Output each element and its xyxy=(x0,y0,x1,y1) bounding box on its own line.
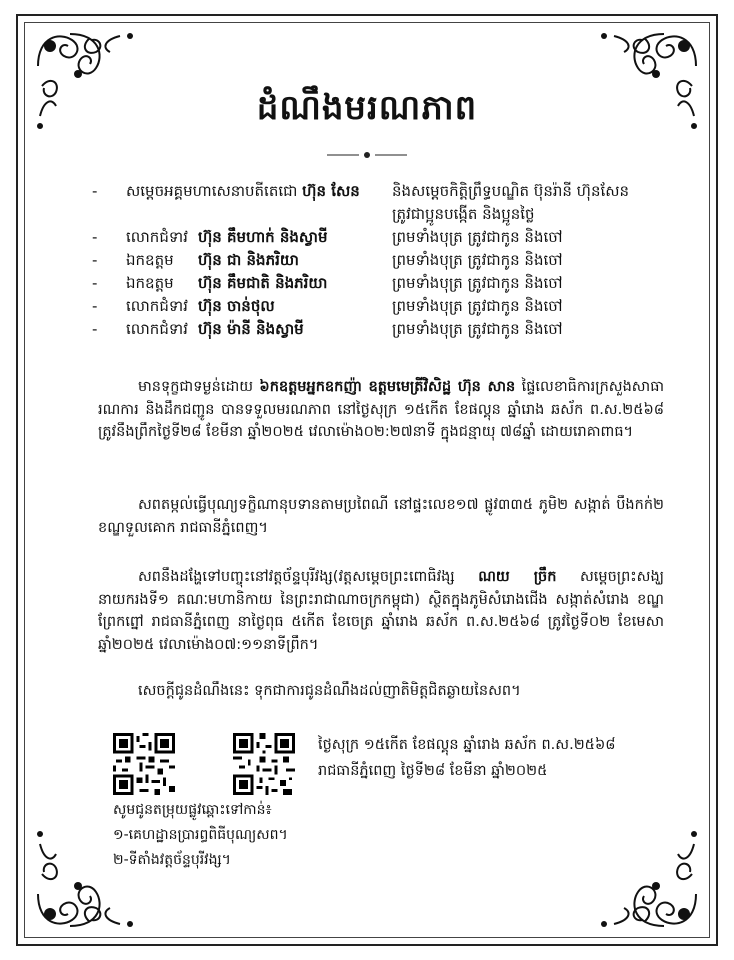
directions-guide xyxy=(113,798,413,873)
directions-item-pagoda: ២-ទីតាំងវត្តច័ន្ទបុរីវង្ស។ xyxy=(113,852,231,868)
page-title: ដំណឹងមរណភាព xyxy=(256,88,478,128)
directions-item-home: ១-គេហដ្ឋានប្រារព្ធពិធីបុណ្យសព។ xyxy=(113,827,288,843)
mourner-relation-line2: ត្រូវជាប្អូនបង្កើត និងប្អូនថ្លៃ xyxy=(392,205,535,223)
mourner-row: - ឯកឧត្តម ហ៊ុន ជា និងភរិយា ព្រមទាំងបុត្រ ត្រូវជាកូន និងចៅ xyxy=(92,251,563,269)
lunar-date: ថ្ងៃសុក្រ ១៥កេីត ខែផល្គុន ឆ្នាំរោង ឆស័ក ព.ស.២៥៦៨ xyxy=(318,737,616,753)
death-announcement-paragraph: មានទុក្ខជាទម្ងន់ដោយ ៦កឧត្តមអ្នកឧកញ៉ា ឧត្តមមេត្រីវិសិដ្ឋ ហ៊ុន សាន ផ្ទៃលេខាធិការក្រសួងសាធារណការ និងដឹកជញ្ជូន បានទទួលមរណភាព នៅថ្ងៃសុក្រ ១៥កេីត ខែផល្គុន ឆ្នាំរោង ឆស័ក ព.ស.២៥៦៨ ត្រូវនឹងព្រឹកថ្ងៃទី២៨ ខែមីនា ឆ្នាំ២០២៥ វេលាម៉ោង០២:២៧នាទី ក្នុងជន្មាយុ ៧៨ឆ្នាំ ដោយរោគាពាធ។ xyxy=(98,379,665,440)
gregorian-date: រាជធានីភ្នំពេញ ថ្ងៃទី២៨ ខែមីនា ឆ្នាំ២០២៥ xyxy=(318,763,548,779)
qr-code-icon[interactable] xyxy=(113,733,175,795)
mourner-relation: និងសម្តេចកិត្តិព្រឹទ្ធបណ្ឌិត ប៊ុនរ៉ានី ហ៊ុនសែន xyxy=(392,182,630,200)
directions-heading: សូមជូនតម្រុយផ្លូវឆ្ពោះទៅកាន់៖ xyxy=(113,802,272,818)
bullet: - xyxy=(92,182,98,200)
funeral-location-paragraph: សពតម្កល់ធ្វើបុណ្យទក្ខិណានុបទានតាមប្រពៃណី នៅផ្ទះលេខ១៧ ផ្លូវ៣៣៥ ភូមិ២ សង្កាត់ បឹងកក់២ ខណ្ឌទួលគោក រាជធានីភ្នំពេញ។ xyxy=(98,497,664,536)
burial-paragraph: សពនឹងដង្ហែទៅបញ្ចុះនៅវត្តច័ន្ទបុរីវង្ស(វត្តសម្តេចព្រះពោធិវង្ស ណយ ច្រឹក សម្តេចព្រះសង្ឃនាយករងទី១ គណៈមហានិកាយ នៃព្រះរាជាណាចក្រកម្ពុជា) ស្ថិតក្នុងភូមិសំរោងជើង សង្កាត់សំរោង ខណ្ឌព្រែកព្នៅ រាជធានីភ្នំពេញ នាថ្ងៃពុធ ៥កើត ខែចេត្រ ឆ្នាំរោង ឆស័ក ព.ស.២៥៦៨ ត្រូវថ្ងៃទី០២ ខែមេសា ឆ្នាំ២០២៥ វេលាម៉ោង០៧:១១នាទីព្រឹក។ xyxy=(98,569,665,653)
date-block xyxy=(318,732,678,784)
notice-paragraph: សេចក្តីជូនដំណឹងនេះ ទុកជាការជូនដំណឹងដល់ញាតិមិត្តជិតឆ្ងាយនៃសព។ xyxy=(138,683,521,699)
qr-code-icon[interactable] xyxy=(233,733,295,795)
corner-ornament-icon xyxy=(594,824,704,934)
mourner-row: - លោកជំទាវ ហ៊ុន គឹមហាក់ និងស្វាមី ព្រមទាំងបុត្រ ត្រូវជាកូន និងចៅ xyxy=(92,228,563,246)
mourner-row: - លោកជំទាវ ហ៊ុន ម៉ានី និងស្វាមី ព្រមទាំងបុត្រ ត្រូវជាកូន និងចៅ xyxy=(92,320,563,338)
mourners-list xyxy=(92,180,692,341)
mourner-row: - ឯកឧត្តម ហ៊ុន គឹមជាតិ និងភរិយា ព្រមទាំងបុត្រ ត្រូវជាកូន និងចៅ xyxy=(92,274,563,292)
title-divider-icon xyxy=(327,145,407,155)
mourner-row-extra xyxy=(92,180,692,203)
mourner-row: - លោកជំទាវ ហ៊ុន ចាន់ថុល ព្រមទាំងបុត្រ ត្រូវជាកូន និងចៅ xyxy=(92,297,563,315)
mourner-title: សម្តេចអគ្គមហាសេនាបតីតេជោ ហ៊ុន សែន xyxy=(126,182,360,200)
